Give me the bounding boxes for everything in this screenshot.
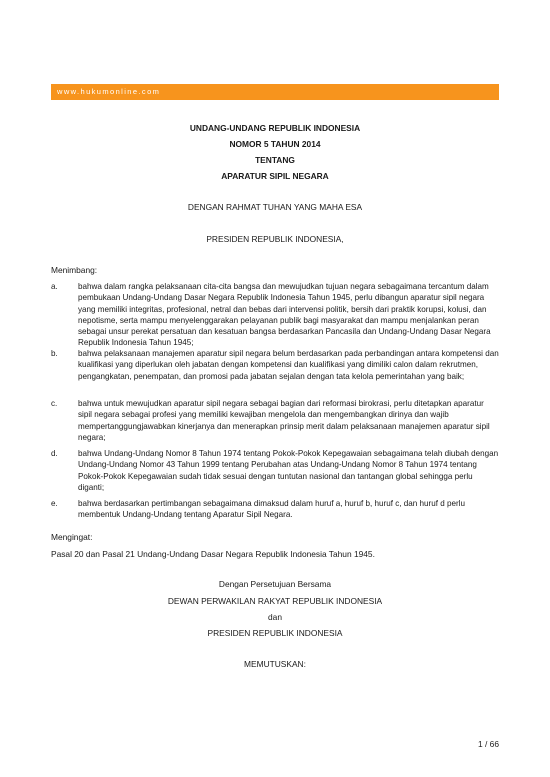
clause-text: bahwa untuk mewujudkan aparatur sipil negara sebagai bagian dari reformasi birokrasi, perlu ditetapkan aparatur sipil negara sebagai profesi yang memiliki kewajiban mengelola dan mengembangkan dirinya dan wajib mempertanggungjawabkan kinerjanya dan menerapkan prinsip merit dalam pelaksanaan manajemen aparatur sipil negara; [78,399,490,442]
menimbang-label: Menimbang: [51,265,98,275]
clause-text: bahwa pelaksanaan manajemen aparatur sipil negara belum berdasarkan pada perbandingan antara kompetensi dan kualifikasi yang diperlukan oleh jabatan dengan kompetensi dan kualifikasi yang dimiliki calon dalam rekrutmen, pengangkatan, penempatan, dan promosi pada jabatan sejalan dengan tata kelola pemerintahan yang baik; [78,349,499,381]
dpr-line: DEWAN PERWAKILAN RAKYAT REPUBLIK INDONESIA [167,596,383,606]
law-number: NOMOR 5 TAHUN 2014 [229,139,321,149]
clause-letter: d. [51,449,58,458]
menimbang-clause-c [51,398,499,443]
rahmat-line: DENGAN RAHMAT TUHAN YANG MAHA ESA [187,202,363,212]
menimbang-clause-d [51,448,499,493]
site-header-banner [51,84,499,100]
menimbang-clause-a [51,281,499,349]
presiden-ri-line: PRESIDEN REPUBLIK INDONESIA [207,628,343,638]
page-number: 1 / 66 [478,739,499,749]
dan-line: dan [268,612,282,622]
mengingat-text: Pasal 20 dan Pasal 21 Undang-Undang Dasar Negara Republik Indonesia Tahun 1945. [51,549,375,559]
clause-letter: c. [51,399,58,408]
clause-text: bahwa dalam rangka pelaksanaan cita-cita bangsa dan mewujudkan tujuan negara sebagaimana tercantum dalam pembukaan Undang-Undang Dasar Negara Republik Indonesia Tahun 1945, perlu dibangun aparatur sipil negara yang memiliki integritas, profesional, netral dan bebas dari intervensi politik, bersih dari praktik korupsi, kolusi, dan nepotisme, serta mampu menyelenggarakan pelayanan publik bagi masyarakat dan mampu menjalankan peran sebagai unsur perekat persatuan dan kesatuan bangsa berdasarkan Pancasila dan Undang-Undang Dasar Negara Republik Indonesia Tahun 1945; [78,282,491,348]
mengingat-label: Mengingat: [51,532,93,542]
presiden-line: PRESIDEN REPUBLIK INDONESIA, [206,234,344,244]
law-subject: APARATUR SIPIL NEGARA [221,171,329,181]
menimbang-clause-b [51,348,499,382]
law-title-line: UNDANG-UNDANG REPUBLIK INDONESIA [189,123,361,133]
law-tentang: TENTANG [255,155,295,165]
clause-text: bahwa Undang-Undang Nomor 8 Tahun 1974 tentang Pokok-Pokok Kepegawaian sebagaimana telah diubah dengan Undang-Undang Nomor 43 Tahun 1999 tentang Perubahan atas Undang-Undang Nomor 8 Tahun 1974 tentang Pokok-Pokok Kepegawaian sudah tidak sesuai dengan tuntutan nasional dan tantangan global sehingga perlu diganti; [78,449,499,492]
persetujuan-line: Dengan Persetujuan Bersama [218,579,332,589]
clause-letter: b. [51,349,58,358]
clause-letter: e. [51,499,58,508]
clause-letter: a. [51,282,58,291]
site-url[interactable]: www.hukumonline.com [57,87,161,96]
menimbang-clause-e [51,498,499,521]
memutuskan-line: MEMUTUSKAN: [244,659,306,669]
clause-text: bahwa berdasarkan pertimbangan sebagaimana dimaksud dalam huruf a, huruf b, huruf c, dan huruf d perlu membentuk Undang-Undang tentang Aparatur Sipil Negara. [78,499,465,520]
